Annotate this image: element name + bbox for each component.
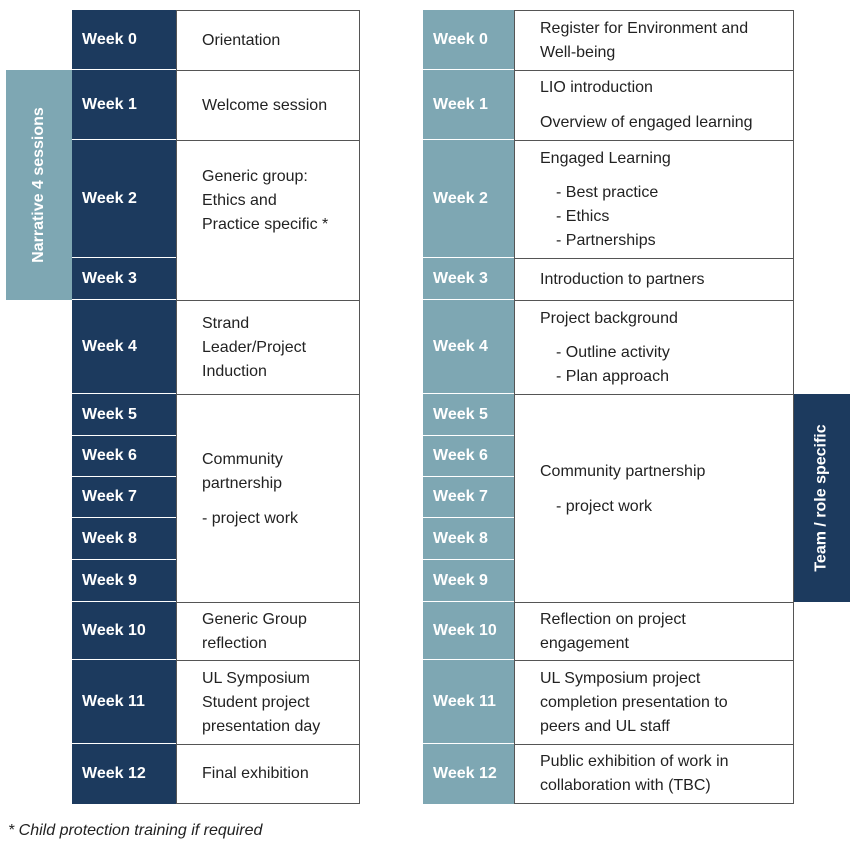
right-week-7: Week 7 [423,477,514,518]
right-desc-line: Engaged Learning [540,149,671,167]
right-desc-week-4 [514,300,794,395]
right-desc-subitem: - project work [556,498,653,515]
right-week-1: Week 1 [423,70,514,140]
right-desc-line: Well-being [540,43,616,61]
left-desc-line: Generic Group [202,610,307,628]
right-week-0: Week 0 [423,10,514,70]
left-desc-line: Student project [202,693,310,711]
right-desc-week-1 [514,70,794,141]
right-desc-week-11 [514,660,794,745]
right-week-4: Week 4 [423,300,514,394]
left-week-9: Week 9 [72,560,176,602]
left-desc-line: Community [202,451,283,468]
right-week-12: Week 12 [423,744,514,804]
left-desc-line: reflection [202,634,267,652]
right-desc-week-12 [514,744,794,804]
left-desc-line: Induction [202,362,267,380]
left-desc-line: Final exhibition [202,765,309,782]
left-desc-line: Practice specific * [202,215,329,233]
left-week-4: Week 4 [72,300,176,394]
left-desc-week-2-3 [176,140,360,301]
right-desc-line: Project background [540,309,678,327]
left-week-0: Week 0 [72,10,176,70]
right-desc-line: peers and UL staff [540,717,670,735]
left-week-1: Week 1 [72,70,176,140]
right-desc-week-10 [514,602,794,661]
left-week-11: Week 11 [72,660,176,744]
left-desc-line: Strand [202,314,250,332]
left-week-3: Week 3 [72,258,176,300]
right-week-8: Week 8 [423,518,514,560]
left-desc-week-10 [176,602,360,661]
right-week-9: Week 9 [423,560,514,602]
right-desc-week-0 [514,10,794,71]
right-desc-line: UL Symposium project [540,669,701,687]
right-week-6: Week 6 [423,436,514,477]
right-week-3: Week 3 [423,258,514,300]
right-desc-line: LIO introduction [540,79,653,96]
left-desc-line: Orientation [202,31,281,49]
left-desc-line: UL Symposium [202,669,310,687]
right-desc-line: collaboration with (TBC) [540,777,711,794]
left-week-10: Week 10 [72,602,176,660]
right-desc-week-5-9 [514,394,794,603]
narrative-sessions-tab [6,70,72,300]
right-week-11: Week 11 [423,660,514,744]
right-desc-line: Introduction to partners [540,270,705,288]
right-desc-line: engagement [540,634,629,652]
left-desc-line: Leader/Project [202,338,307,356]
left-desc-line: Generic group: [202,167,308,185]
left-desc-week-11 [176,660,360,745]
left-desc-week-1 [176,70,360,141]
left-desc-week-4 [176,300,360,395]
left-week-6: Week 6 [72,436,176,477]
left-desc-line: partnership [202,475,283,492]
left-desc-line: presentation day [202,717,321,735]
left-week-5: Week 5 [72,394,176,436]
right-desc-subitem: - Best practice [556,183,659,201]
team-role-label: Team / role specific [813,424,831,572]
right-desc-subitem: - Partnerships [556,231,656,249]
right-desc-line: Public exhibition of work in [540,753,729,770]
narrative-sessions-label: Narrative 4 sessions [30,107,47,263]
right-week-2: Week 2 [423,140,514,258]
left-week-2: Week 2 [72,140,176,258]
right-week-10: Week 10 [423,602,514,660]
right-desc-week-3 [514,258,794,301]
left-desc-week-12 [176,744,360,804]
right-desc-subitem: - Plan approach [556,367,669,385]
left-desc-week-0 [176,10,360,71]
footnote: * Child protection training if required [8,822,263,839]
right-desc-line: Register for Environment and [540,19,749,37]
left-week-7: Week 7 [72,477,176,518]
right-desc-line: Community partnership [540,463,706,480]
left-desc-line: Welcome session [202,96,328,114]
left-desc-subitem: - project work [202,510,299,527]
left-desc-line: Ethics and [202,191,277,209]
right-week-5: Week 5 [423,394,514,436]
right-desc-line: Reflection on project [540,610,686,628]
right-desc-subitem: - Outline activity [556,343,670,361]
right-desc-line: Overview of engaged learning [540,114,753,131]
left-week-12: Week 12 [72,744,176,804]
left-week-8: Week 8 [72,518,176,560]
right-desc-week-2 [514,140,794,259]
left-desc-week-5-9 [176,394,360,603]
team-role-tab [794,394,850,602]
right-desc-line: completion presentation to [540,693,728,711]
right-desc-subitem: - Ethics [556,207,610,225]
